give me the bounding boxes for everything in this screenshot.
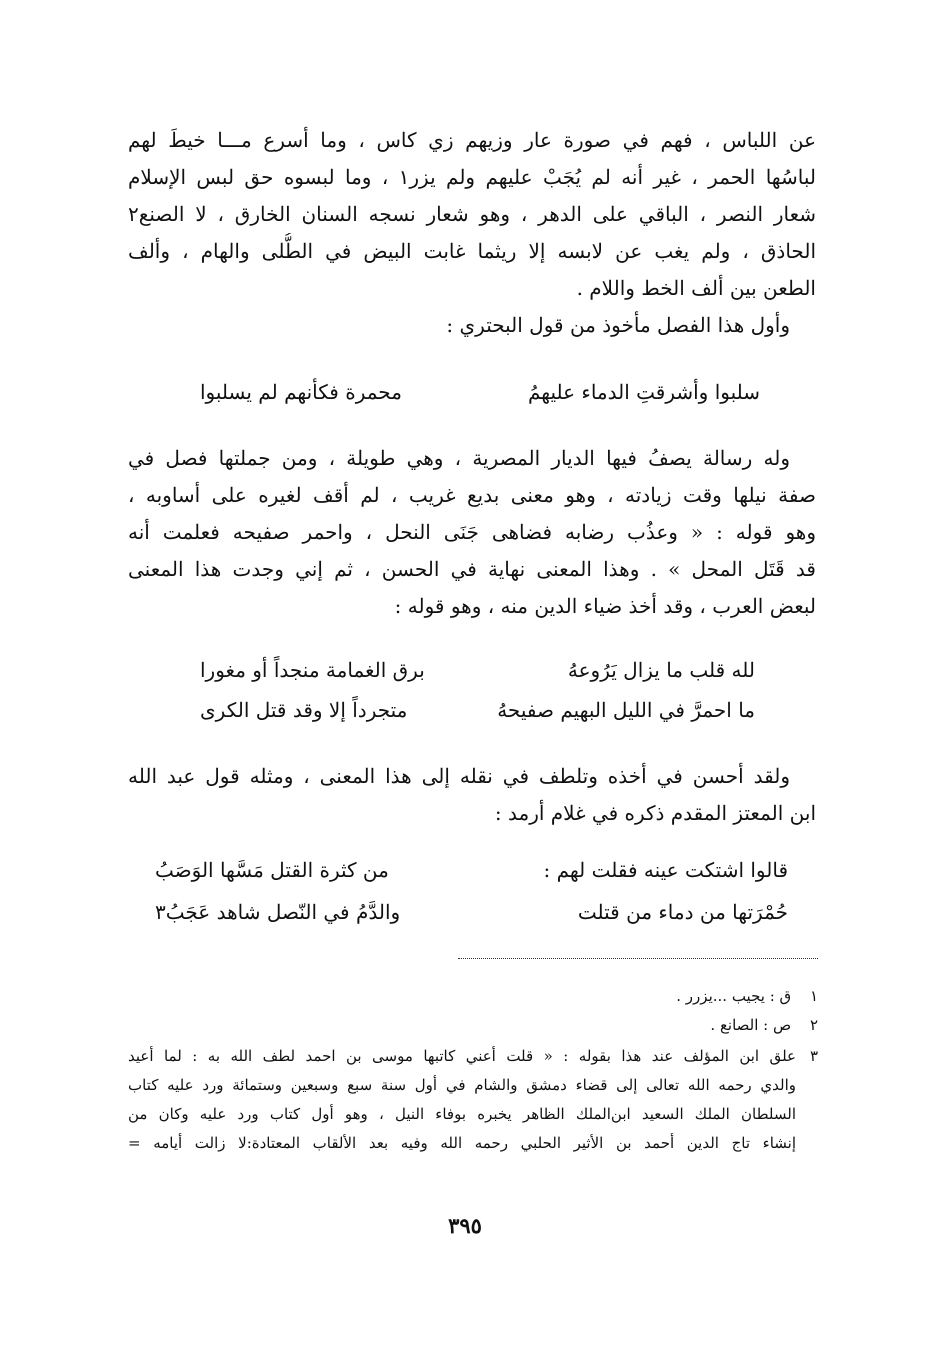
footnote-text: ص : الصانع . bbox=[710, 1016, 792, 1034]
verse-second-hemistich: متجرداً إلا وقد قتل الكرى bbox=[200, 698, 408, 722]
verse-mutazz-1 bbox=[155, 852, 788, 889]
verse-first-hemistich: قالوا اشتكت عينه فقلت لهم : bbox=[543, 858, 788, 882]
paragraph-1 bbox=[128, 122, 816, 344]
text-line: صفة نيلها وقت زيادته ، وهو معنى بديع غريب ، لم أقف لغيره على أساوبه ، bbox=[128, 483, 816, 507]
verse-first-hemistich: لله قلب ما يزال يَرُوعهُ bbox=[567, 658, 755, 682]
verse-first-hemistich: سلبوا وأشرقتِ الدماء عليهمُ bbox=[527, 380, 760, 404]
text-line: لبعض العرب ، وقد أخذ ضياء الدين منه ، وهو قوله : bbox=[394, 594, 816, 618]
verse-second-hemistich: من كثرة القتل مَسَّها الوَصَبُ bbox=[155, 858, 389, 882]
verse-arab-2 bbox=[200, 692, 755, 729]
footnote-line: علق ابن المؤلف عند هذا بقوله : « قلت أعني كاتبها موسى بن احمد لطف الله به : لما أعيد bbox=[128, 1047, 796, 1065]
text-line: الحاذق ، ولم يغب عن لابسه إلا ريثما غابت البيض في الطُّلى والهام ، وألف bbox=[128, 239, 816, 263]
footnote-line: والدي رحمه الله تعالى إلى قضاء دمشق والشام في أول سنة سبع وسبعين وستمائة ورد عليه كتاب bbox=[128, 1076, 796, 1094]
footnote-line: إنشاء تاج الدين أحمد بن الأثير الحلبي رحمه الله وفيه بعد الألقاب المعتادة:لا زالت أيامه = bbox=[128, 1134, 796, 1152]
verse-second-hemistich: والدَّمُ في النّصل شاهد عَجَبُ٣ bbox=[155, 900, 401, 924]
footnote-text: ق : يجيب ...يزرر . bbox=[676, 987, 792, 1005]
footnote-2 bbox=[128, 1011, 818, 1040]
text-line: الطعن بين ألف الخط واللام . bbox=[576, 276, 816, 300]
text-line: قد قَتَل المحل » . وهذا المعنى نهاية في الحسن ، ثم إني وجدت هذا المعنى bbox=[128, 557, 816, 581]
verse-arab-1 bbox=[200, 652, 755, 689]
intro-buhturi: وأول هذا الفصل مأخوذ من قول البحتري : bbox=[446, 313, 790, 337]
verse-first-hemistich: حُمْرَتها من دماء من قتلت bbox=[577, 900, 788, 924]
paragraph-2 bbox=[128, 440, 816, 625]
text-line: عن اللباس ، فهم في صورة عار وزيهم زي كاس ، وما أسرع مـــا خيطَ لهم bbox=[128, 128, 816, 152]
text-line: ولقد أحسن في أخذه وتلطف في نقله إلى هذا المعنى ، ومثله قول عبد الله bbox=[128, 764, 790, 788]
footnote-1 bbox=[128, 982, 818, 1011]
footnote-number: ٣ bbox=[809, 1047, 818, 1065]
text-line: وله رسالة يصفُ فيها الديار المصرية ، وهي طويلة ، ومن جملتها فصل في bbox=[128, 446, 790, 470]
paragraph-3 bbox=[128, 758, 816, 832]
footnote-line bbox=[128, 1011, 818, 1040]
verse-buhturi bbox=[200, 374, 760, 411]
text-line: وهو قوله : « وعذُب رضابه فضاهى جَنَى النحل ، واحمر صفيحه فعلمت أنه bbox=[128, 520, 816, 544]
footnote-number: ١ bbox=[809, 987, 818, 1005]
verse-first-hemistich: ما احمرَّ في الليل البهيم صفيحهُ bbox=[497, 698, 755, 722]
text-line: شعار النصر ، الباقي على الدهر ، وهو شعار نسجه السنان الخارق ، لا الصنع٢ bbox=[128, 202, 816, 226]
verse-second-hemistich: برق الغمامة منجداً أو مغورا bbox=[200, 658, 425, 682]
page-number: ٣٩٥ bbox=[448, 1213, 482, 1238]
verse-mutazz-2 bbox=[155, 894, 788, 931]
text-line: لباسُها الحمر ، غير أنه لم يُجَبْ عليهم ولم يزر١ ، وما لبسوه حق لبس الإسلام bbox=[128, 165, 816, 189]
footnote-separator bbox=[458, 958, 818, 959]
text-line: ابن المعتز المقدم ذكره في غلام أرمد : bbox=[494, 801, 816, 825]
verse-second-hemistich: محمرة فكأنهم لم يسلبوا bbox=[200, 380, 402, 404]
footnote-line bbox=[128, 982, 818, 1011]
footnote-number: ٢ bbox=[809, 1016, 818, 1034]
footnote-line: السلطان الملك السعيد ابن‌الملك الظاهر يخبره بوفاء النيل ، وهو أول كتاب ورد عليه وكان من bbox=[128, 1105, 796, 1123]
footnote-3 bbox=[128, 1042, 818, 1158]
